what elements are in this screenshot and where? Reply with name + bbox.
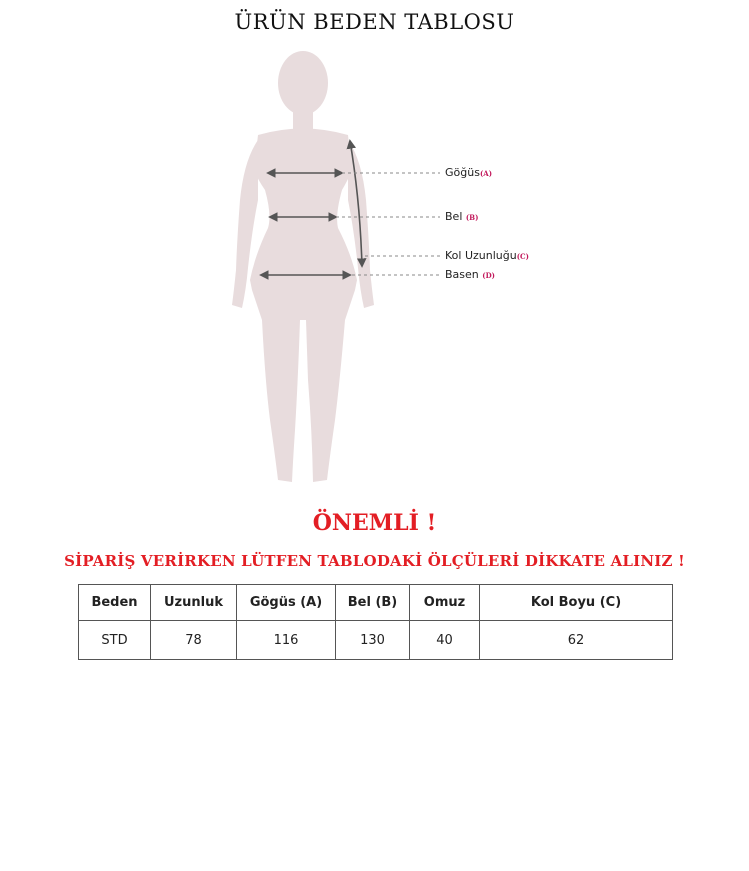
measurement-label-hip: Basen (D) xyxy=(445,268,495,281)
table-header-row xyxy=(79,585,673,621)
table-cell: 130 xyxy=(336,621,410,660)
measurement-letter: (C) xyxy=(516,252,529,261)
size-table xyxy=(78,584,673,660)
table-cell: STD xyxy=(79,621,151,660)
header-cell: Omuz xyxy=(410,585,480,621)
measurement-letter: (D) xyxy=(482,271,495,280)
measurement-label-chest: Göğüs(A) xyxy=(445,166,493,179)
header-cell: Bel (B) xyxy=(336,585,410,621)
table-cell: 116 xyxy=(237,621,336,660)
header-cell: Kol Boyu (C) xyxy=(480,585,673,621)
header-cell: Uzunluk xyxy=(151,585,237,621)
header-cell: Gögüs (A) xyxy=(237,585,336,621)
header-cell: Beden xyxy=(79,585,151,621)
measurement-label-arm-length: Kol Uzunluğu(C) xyxy=(445,249,529,262)
table-cell: 40 xyxy=(410,621,480,660)
measurement-label-waist: Bel (B) xyxy=(445,210,479,223)
table-cell: 62 xyxy=(480,621,673,660)
table-row xyxy=(79,621,673,660)
warning-text: SİPARİŞ VERİRKEN LÜTFEN TABLODAKİ ÖLÇÜLERİ DİKKATE ALINIZ ! xyxy=(64,552,685,570)
page-title: ÜRÜN BEDEN TABLOSU xyxy=(234,10,515,34)
measurement-letter: (B) xyxy=(465,213,479,222)
table-cell: 78 xyxy=(151,621,237,660)
important-heading: ÖNEMLİ ! xyxy=(312,510,437,536)
woman-silhouette xyxy=(232,51,374,482)
measurement-letter: (A) xyxy=(479,169,493,178)
